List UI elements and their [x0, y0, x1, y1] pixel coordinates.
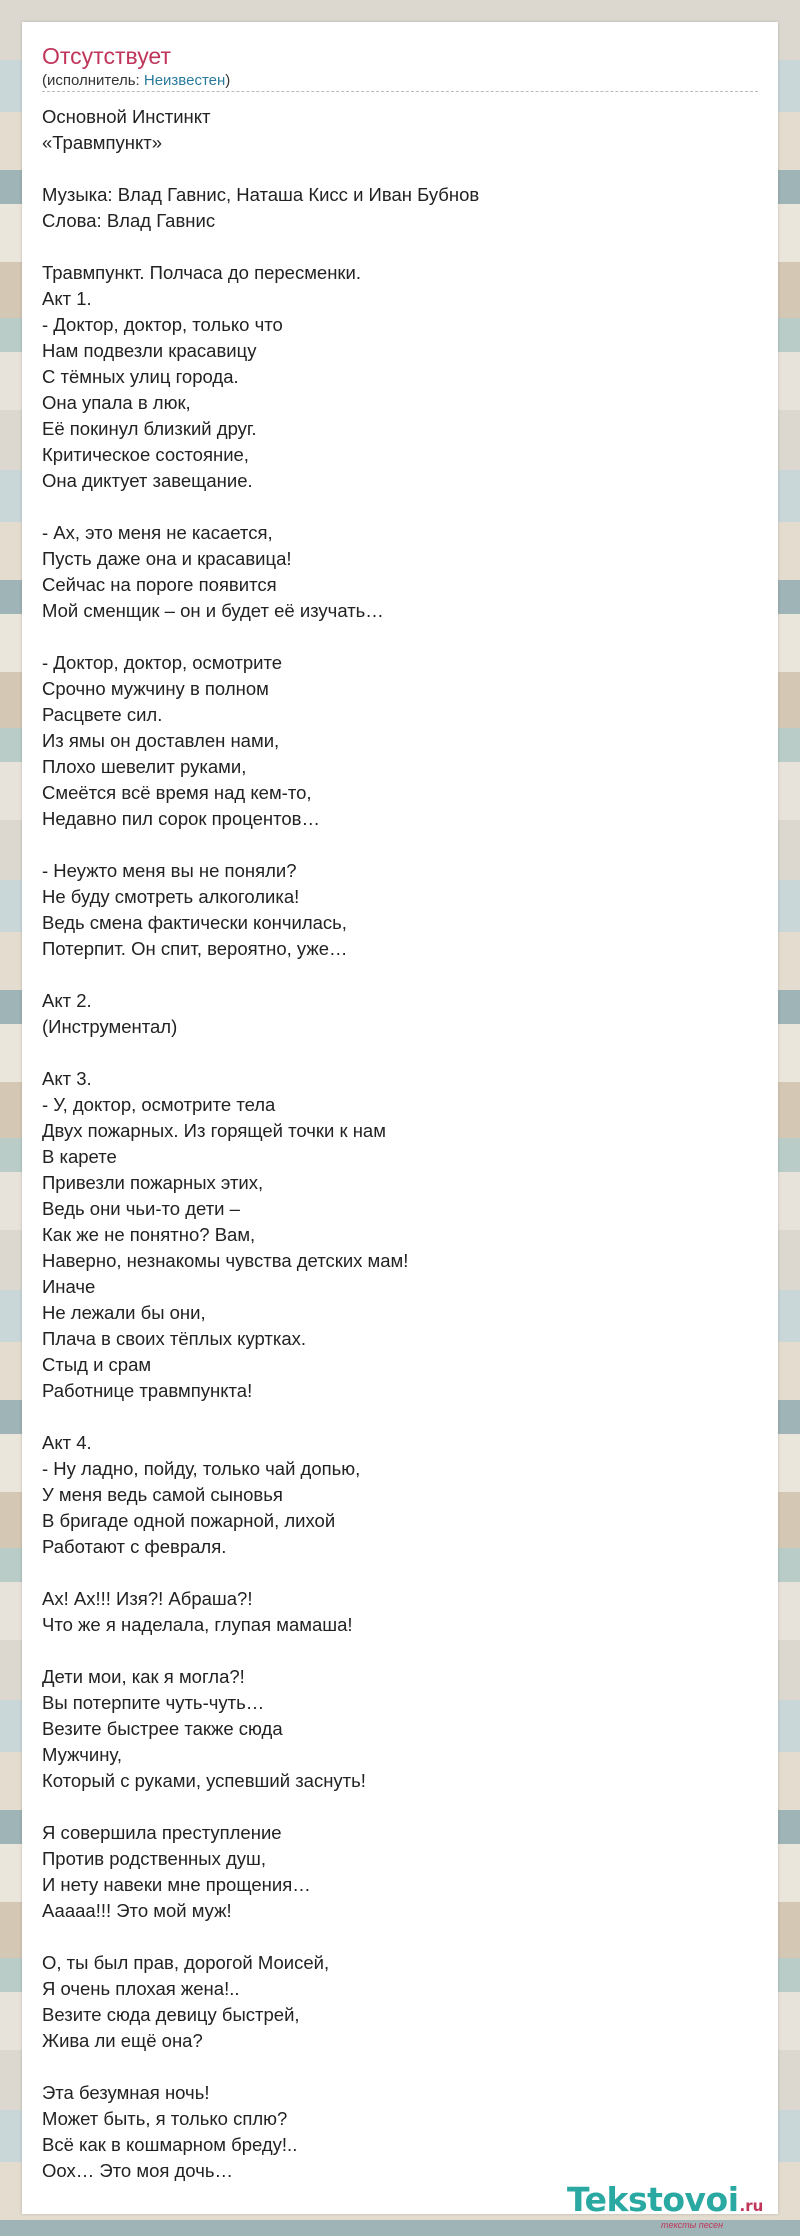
lyric-line: Срочно мужчину в полном: [42, 678, 269, 699]
lyric-line: Мой сменщик – он и будет её изучать…: [42, 600, 384, 621]
logo-name: Tekstovoi: [567, 2180, 739, 2219]
site-logo[interactable]: [567, 2180, 764, 2230]
lyric-line: Её покинул близкий друг.: [42, 418, 257, 439]
lyric-line: И нету навеки мне прощения…: [42, 1874, 311, 1895]
lyric-line: Критическое состояние,: [42, 444, 249, 465]
lyric-line: Жива ли ещё она?: [42, 2030, 203, 2051]
lyric-line: Привезли пожарных этих,: [42, 1172, 264, 1193]
lyric-line: Нам подвезли красавицу: [42, 340, 257, 361]
logo-tld: .ru: [739, 2197, 764, 2215]
lyric-line: Может быть, я только сплю?: [42, 2108, 288, 2129]
lyric-line: Работают с февраля.: [42, 1536, 227, 1557]
lyrics-card: [22, 22, 778, 2230]
lyric-line: - Неужто меня вы не поняли?: [42, 860, 297, 881]
lyric-line: Акт 4.: [42, 1432, 92, 1453]
artist-prefix: (исполнитель:: [42, 72, 144, 89]
lyric-line: - Доктор, доктор, только что: [42, 314, 283, 335]
stanza-break: [42, 1924, 758, 1950]
lyric-line: Оох… Это моя дочь…: [42, 2160, 233, 2181]
lyric-line: - Ну ладно, пойду, только чай допью,: [42, 1458, 361, 1479]
lyric-line: Я очень плохая жена!..: [42, 1978, 240, 1999]
lyric-line: Везите быстрее также сюда: [42, 1718, 283, 1739]
lyric-line: «Травмпункт»: [42, 132, 163, 153]
lyric-line: Основной Инстинкт: [42, 106, 211, 127]
lyric-line: Ведь смена фактически кончилась,: [42, 912, 347, 933]
lyric-line: Плохо шевелит руками,: [42, 756, 247, 777]
stanza-break: [42, 1560, 758, 1586]
stanza-break: [42, 1404, 758, 1430]
lyric-line: Расцвете сил.: [42, 704, 163, 725]
lyric-line: Эта безумная ночь!: [42, 2082, 210, 2103]
lyric-line: Она диктует завещание.: [42, 470, 253, 491]
lyric-line: Дети мои, как я могла?!: [42, 1666, 245, 1687]
stanza-break: [42, 494, 758, 520]
lyric-line: Не буду смотреть алкоголика!: [42, 886, 300, 907]
lyric-line: - Доктор, доктор, осмотрите: [42, 652, 283, 673]
lyric-line: В карете: [42, 1146, 117, 1167]
lyric-line: О, ты был прав, дорогой Моисей,: [42, 1952, 330, 1973]
lyric-line: Ааааа!!! Это мой муж!: [42, 1900, 232, 1921]
lyric-line: - У, доктор, осмотрите тела: [42, 1094, 276, 1115]
lyric-line: Я совершила преступление: [42, 1822, 282, 1843]
lyric-line: - Ах, это меня не касается,: [42, 522, 273, 543]
lyric-line: Акт 3.: [42, 1068, 92, 1089]
lyric-line: Который с руками, успевший заснуть!: [42, 1770, 366, 1791]
lyric-line: Иначе: [42, 1276, 96, 1297]
lyric-line: Ах! Ах!!! Изя?! Абраша?!: [42, 1588, 253, 1609]
lyric-line: Стыд и срам: [42, 1354, 152, 1375]
lyric-line: Всё как в кошмарном бреду!..: [42, 2134, 298, 2155]
artist-line: [42, 72, 758, 92]
stanza-break: [42, 962, 758, 988]
lyric-line: Работнице травмпункта!: [42, 1380, 253, 1401]
lyrics-text: [42, 104, 758, 2184]
lyric-line: Вы потерпите чуть-чуть…: [42, 1692, 265, 1713]
lyric-line: Что же я наделала, глупая мамаша!: [42, 1614, 353, 1635]
artist-suffix: ): [225, 72, 231, 89]
artist-link[interactable]: Неизвестен: [143, 72, 226, 89]
lyric-line: Наверно, незнакомы чувства детских мам!: [42, 1250, 409, 1271]
lyric-line: Потерпит. Он спит, вероятно, уже…: [42, 938, 348, 959]
stanza-break: [42, 1794, 758, 1820]
lyric-line: Недавно пил сорок процентов…: [42, 808, 321, 829]
lyric-line: (Инструментал): [42, 1016, 178, 1037]
lyric-line: Плача в своих тёплых куртках.: [42, 1328, 307, 1349]
lyric-line: Сейчас на пороге появится: [42, 574, 277, 595]
lyric-line: Не лежали бы они,: [42, 1302, 206, 1323]
lyric-line: Акт 2.: [42, 990, 92, 1011]
stanza-break: [42, 832, 758, 858]
stanza-break: [42, 1040, 758, 1066]
stanza-break: [42, 624, 758, 650]
logo-tagline: тексты песен: [661, 2220, 724, 2230]
lyric-line: Пусть даже она и красавица!: [42, 548, 292, 569]
lyric-line: У меня ведь самой сыновья: [42, 1484, 283, 1505]
lyric-line: Везите сюда девицу быстрей,: [42, 2004, 300, 2025]
lyric-line: С тёмных улиц города.: [42, 366, 239, 387]
lyric-line: Против родственных душ,: [42, 1848, 266, 1869]
stanza-break: [42, 2054, 758, 2080]
lyric-line: Двух пожарных. Из горящей точки к нам: [42, 1120, 386, 1141]
lyric-line: Музыка: Влад Гавнис, Наташа Кисс и Иван Бубнов: [42, 184, 480, 205]
lyric-line: Мужчину,: [42, 1744, 122, 1765]
stanza-break: [42, 234, 758, 260]
lyric-line: Как же не понятно? Вам,: [42, 1224, 256, 1245]
lyric-line: В бригаде одной пожарной, лихой: [42, 1510, 336, 1531]
stanza-break: [42, 1638, 758, 1664]
lyric-line: Смеётся всё время над кем-то,: [42, 782, 312, 803]
lyric-line: Слова: Влад Гавнис: [42, 210, 216, 231]
song-title: Отсутствует: [42, 43, 171, 69]
stanza-break: [42, 156, 758, 182]
lyric-line: Акт 1.: [42, 288, 92, 309]
lyric-line: Из ямы он доставлен нами,: [42, 730, 280, 751]
lyric-line: Травмпункт. Полчаса до пересменки.: [42, 262, 361, 283]
lyric-line: Она упала в люк,: [42, 392, 191, 413]
lyric-line: Ведь они чьи-то дети –: [42, 1198, 240, 1219]
